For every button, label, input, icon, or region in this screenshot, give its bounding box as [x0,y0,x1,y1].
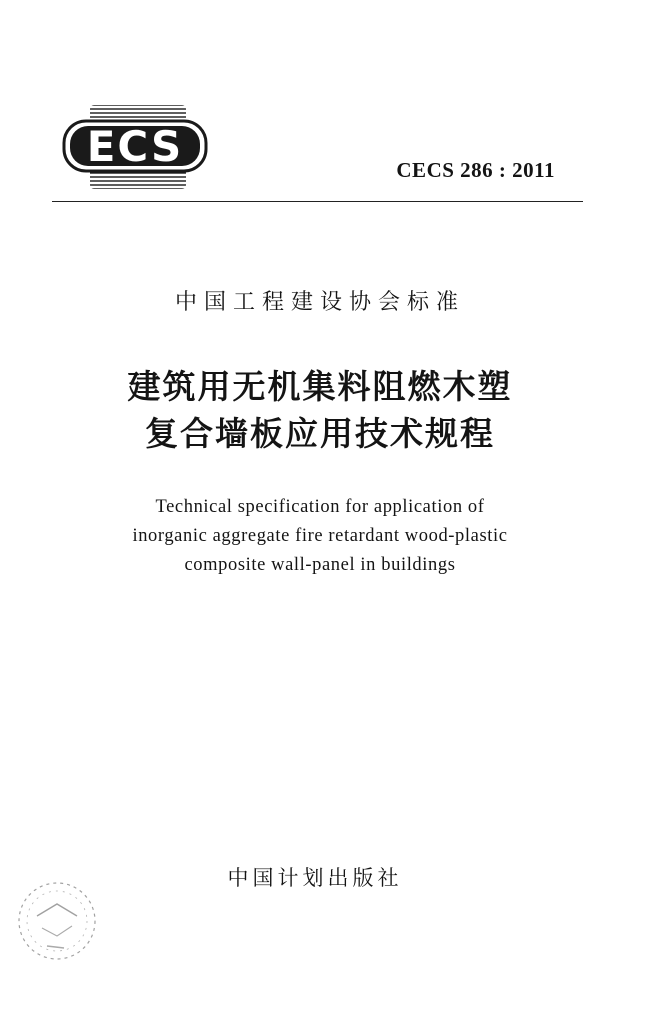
library-stamp-icon [12,876,102,966]
english-title-line-2: inorganic aggregate fire retardant wood-plastic [132,526,508,546]
english-title-line-1: Technical specification for application of [155,497,485,517]
association-name: 中国工程建设协会标准 [174,290,465,315]
chinese-title-line-2: 复合墙板应用技术规程 [145,414,495,453]
english-title-line-3: composite wall-panel in buildings [184,555,456,575]
english-title [0,493,640,580]
header-divider [52,201,583,202]
ecs-logo-icon [60,103,210,191]
chinese-title-line-1: 建筑用无机集料阻燃木塑 [127,367,513,406]
logo-text: ECS [86,122,184,171]
chinese-title [0,363,640,457]
publisher-name: 中国计划出版社 [227,866,403,890]
standard-code: CECS 286 : 2011 [396,158,555,182]
